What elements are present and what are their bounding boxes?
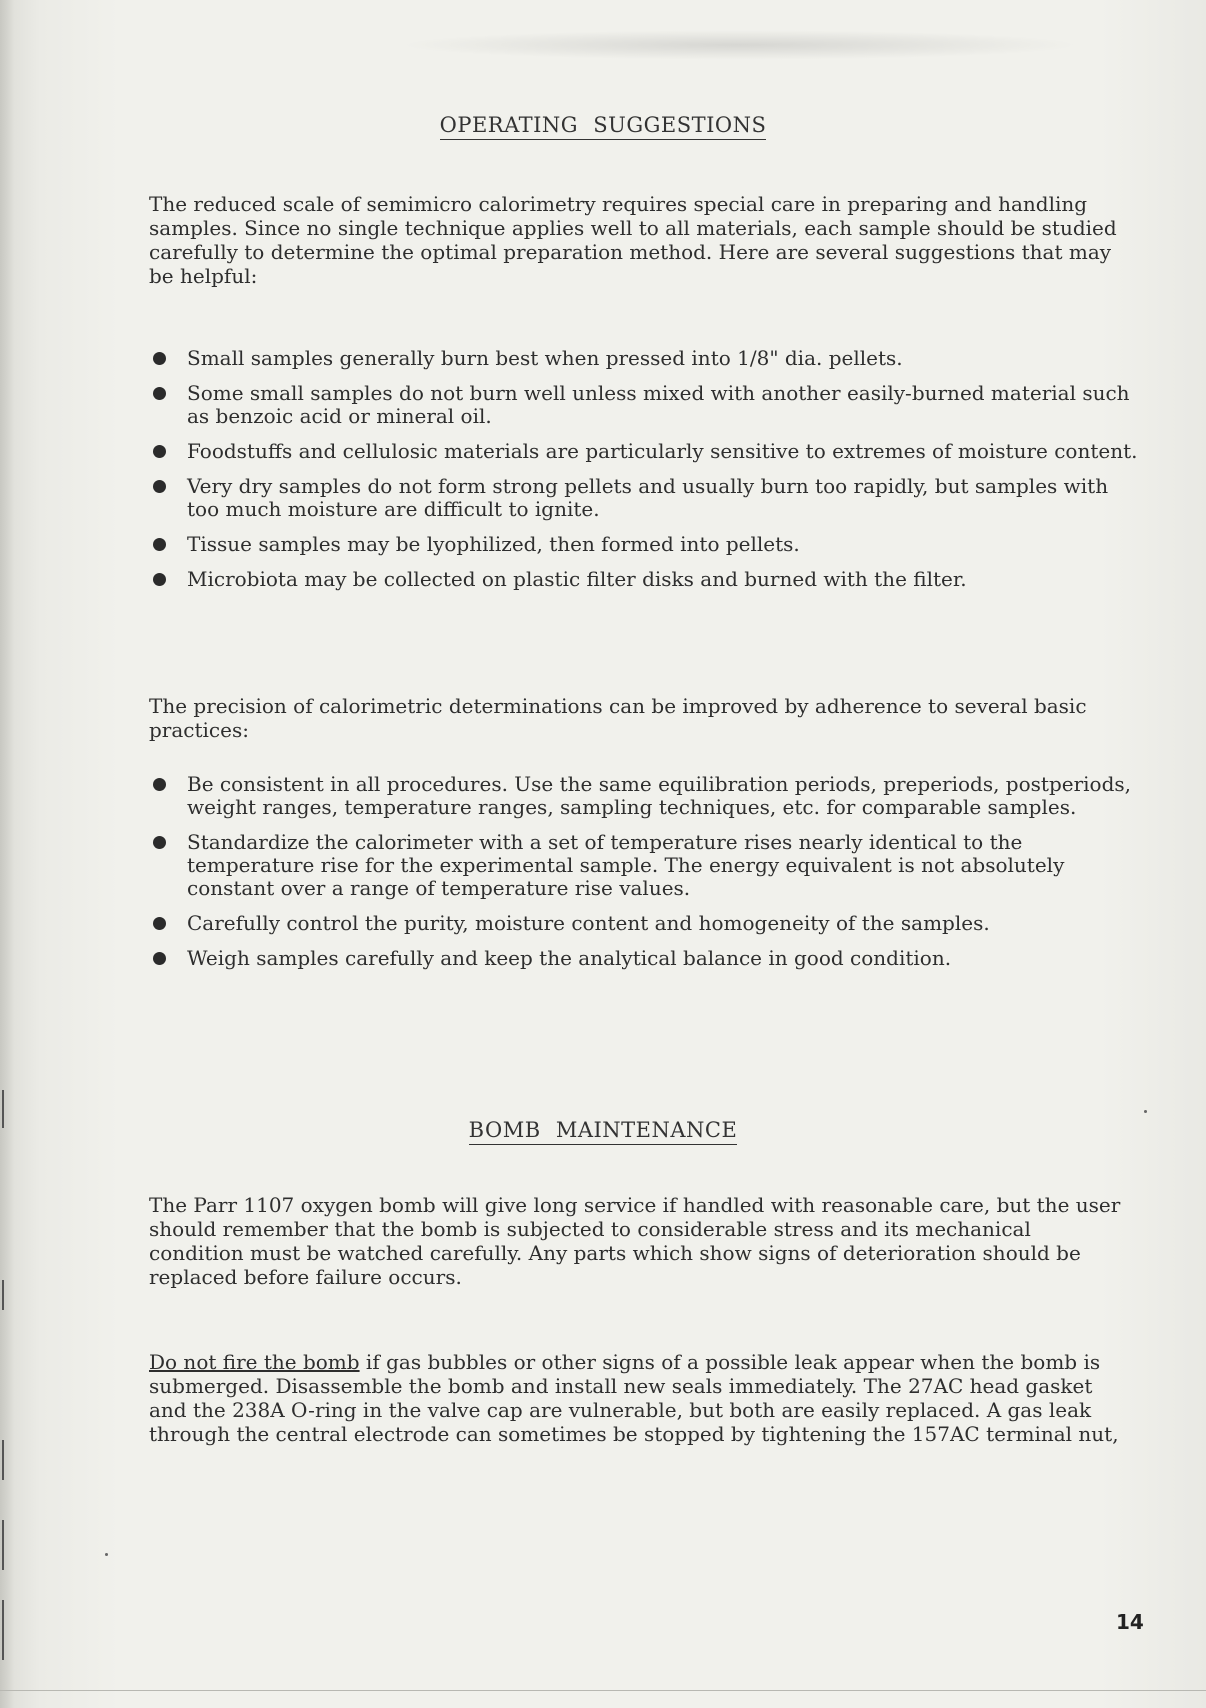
list-item: Very dry samples do not form strong pellets and usually burn too rapidly, but samples with too much moisture are difficult to ignite. — [149, 475, 1139, 521]
scan-bottom-edge — [0, 1690, 1206, 1691]
list-item: Be consistent in all procedures. Use the same equilibration periods, preperiods, postperiods, weight ranges, temperature ranges, sampling techniques, etc. for comparable samples. — [149, 773, 1139, 819]
list-item: Small samples generally burn best when pressed into 1/8" dia. pellets. — [149, 347, 1139, 370]
page-number: 14 — [1116, 1610, 1144, 1634]
list-item: Weigh samples carefully and keep the analytical balance in good condition. — [149, 947, 1139, 970]
section-heading-operating-suggestions — [0, 113, 1206, 140]
scan-edge-mark — [2, 1280, 4, 1310]
list-item: Carefully control the purity, moisture content and homogeneity of the samples. — [149, 912, 1139, 935]
list-item: Foodstuffs and cellulosic materials are particularly sensitive to extremes of moisture content. — [149, 440, 1139, 463]
warning-body: if gas bubbles or other signs of a possible leak appear when the bomb is submerged. Disassemble the bomb and install new seals immediately. The 27AC head gasket and the 238A O-ring in the valve cap are vulnerable, but both are easily replaced. A gas leak through the central electrode can sometimes be stopped by tightening the 157AC terminal nut, — [149, 1350, 1119, 1446]
list-item: Microbiota may be collected on plastic filter disks and burned with the filter. — [149, 568, 1139, 591]
list-item: Tissue samples may be lyophilized, then formed into pellets. — [149, 533, 1139, 556]
bullet-icon — [153, 952, 166, 965]
scan-edge-mark — [2, 1520, 4, 1570]
maintenance-paragraph: The Parr 1107 oxygen bomb will give long service if handled with reasonable care, but the user should remember that the bomb is subjected to considerable stress and its mechanical condition must be watched carefully. Any parts which show signs of deterioration should be replaced before failure occurs. — [149, 1193, 1121, 1289]
scan-edge-mark — [2, 1600, 4, 1660]
intro-paragraph: The reduced scale of semimicro calorimetry requires special care in preparing and handling samples. Since no single technique applies well to all materials, each sample should be studied carefully to determine the optimal preparation method. Here are several suggestions that may be helpful: — [149, 192, 1117, 288]
section-heading-bomb-maintenance — [0, 1118, 1206, 1145]
list-item: Standardize the calorimeter with a set of temperature rises nearly identical to the temperature rise for the experimental sample. The energy equivalent is not absolutely constant over a range of temperature rise values. — [149, 831, 1139, 900]
precision-paragraph: The precision of calorimetric determinations can be improved by adherence to several basic practices: — [149, 694, 1087, 742]
bullet-icon — [153, 387, 166, 400]
suggestions-list — [149, 347, 1139, 603]
bullet-icon — [153, 917, 166, 930]
section-heading-text: OPERATING SUGGESTIONS — [440, 113, 767, 140]
list-item: Some small samples do not burn well unless mixed with another easily-burned material such as benzoic acid or mineral oil. — [149, 382, 1139, 428]
scan-speck — [1144, 1110, 1147, 1113]
bullet-icon — [153, 778, 166, 791]
practices-list — [149, 773, 1139, 982]
bullet-icon — [153, 352, 166, 365]
section-heading-text: BOMB MAINTENANCE — [469, 1118, 738, 1145]
scan-shadow — [400, 30, 1080, 60]
bullet-icon — [153, 836, 166, 849]
warning-emphasis: Do not fire the bomb — [149, 1350, 360, 1374]
bullet-icon — [153, 538, 166, 551]
bullet-icon — [153, 480, 166, 493]
leak-warning-paragraph — [149, 1350, 1129, 1446]
bullet-icon — [153, 445, 166, 458]
scan-edge-mark — [2, 1440, 4, 1480]
bullet-icon — [153, 573, 166, 586]
scan-speck — [105, 1553, 108, 1556]
